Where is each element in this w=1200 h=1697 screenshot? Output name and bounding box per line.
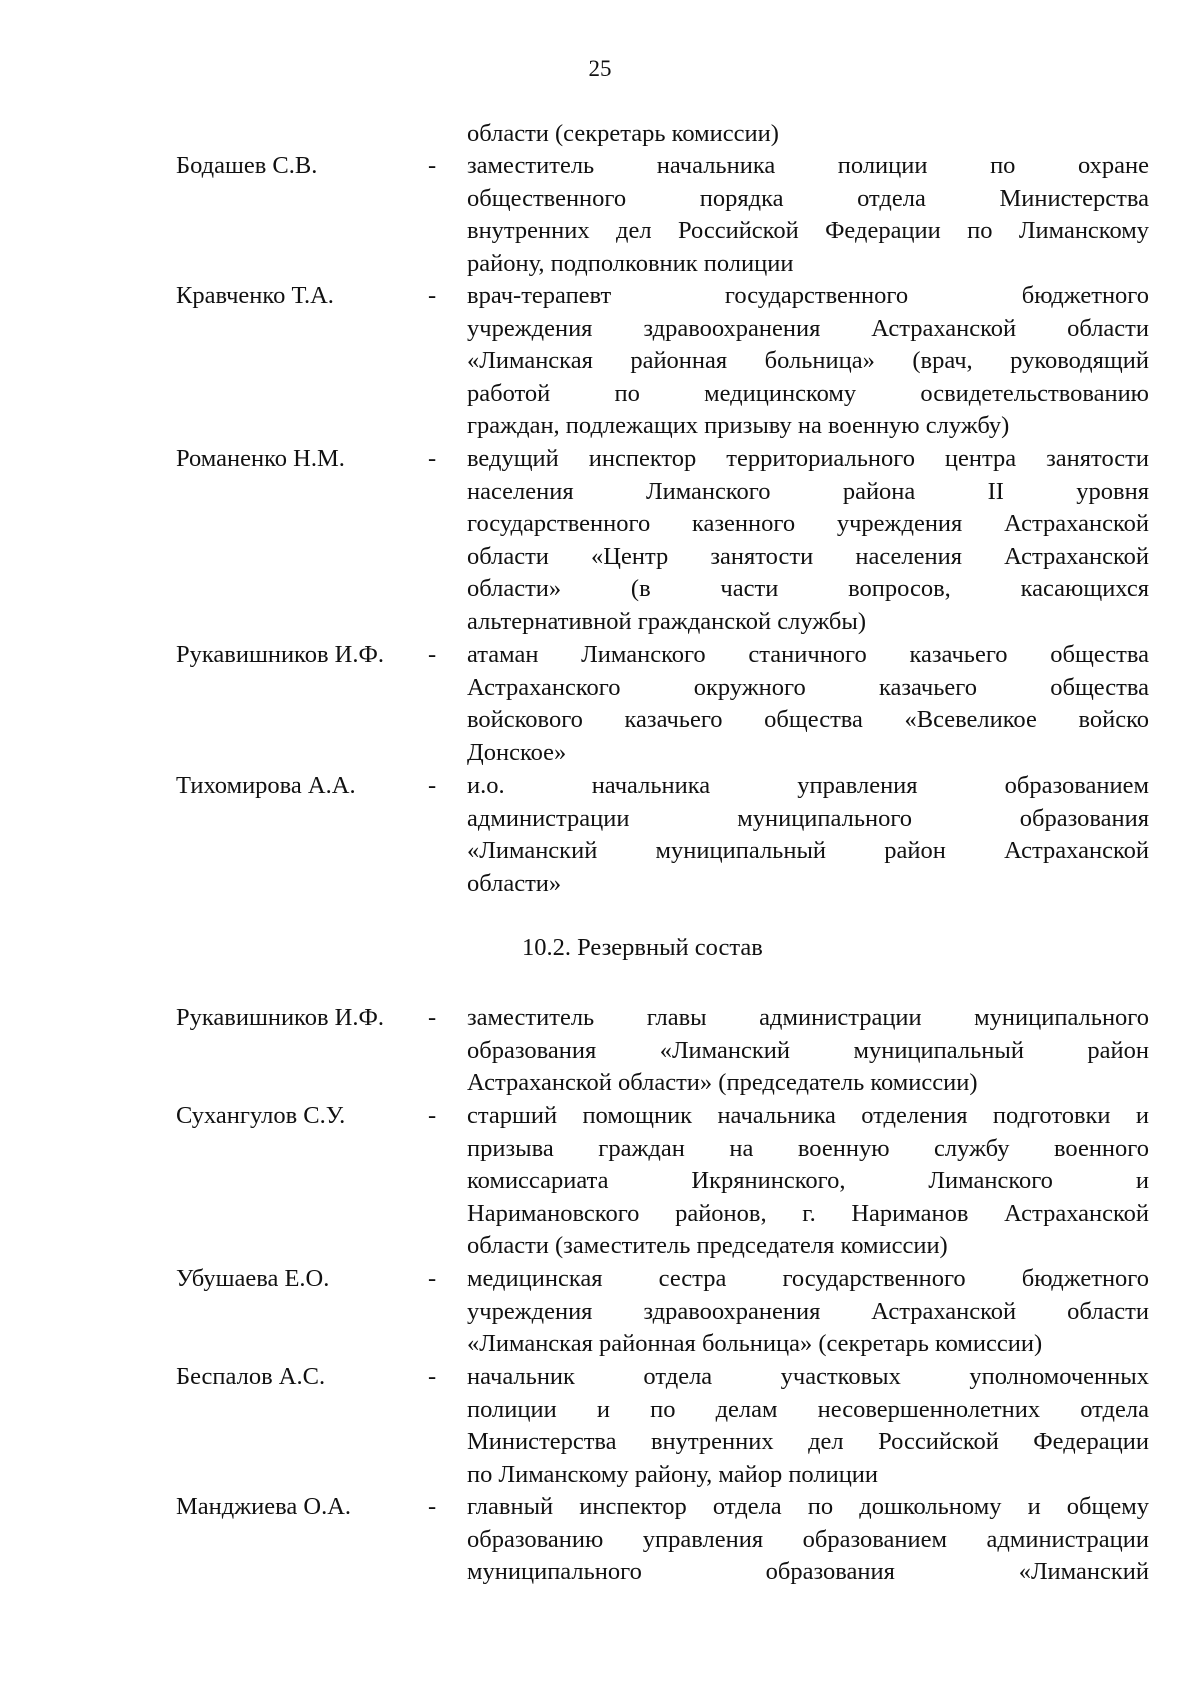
description-line: области» (в части вопросов, касающихся [467,575,1149,603]
description-line: Министерства внутренних дел Российской Федерации [467,1428,1149,1456]
description-line: общественного порядка отдела Министерства [467,184,1149,212]
description-line: «Лиманская районная больница» (врач, руководящий [467,347,1149,375]
description-line: начальник отдела участковых уполномоченных [467,1363,1149,1390]
description-line: заместитель главы администрации муниципального [467,1004,1149,1031]
dash: - [428,772,437,799]
description-line: «Лиманская районная больница» (секретарь комиссии) [467,1330,1043,1358]
member-name: Манджиева О.А. [176,1493,352,1520]
description-line: врач-терапевт государственного бюджетного [467,282,1149,309]
member-description [467,1263,1149,1361]
description-line: призыва граждан на военную службу военного [467,1134,1149,1162]
description-line: области (заместитель председателя комиссии) [467,1232,948,1260]
description-line: муниципального образования «Лиманский [467,1558,1149,1586]
section-title: 10.2. Резервный состав [522,934,763,961]
description-line: району, подполковник полиции [467,249,794,277]
dash: - [428,1265,437,1292]
description-line: Наримановского районов, г. Нариманов Астраханской [467,1199,1149,1227]
member-name: Сухангулов С.У. [176,1102,346,1129]
member-description [467,1002,1149,1100]
description-line: заместитель начальника полиции по охране [467,152,1149,179]
description-line: и.о. начальника управления образованием [467,772,1149,799]
description-line: учреждения здравоохранения Астраханской области [467,1297,1149,1325]
member-description [467,150,1149,280]
description-line: образования «Лиманский муниципальный район [467,1036,1149,1064]
dash: - [428,1004,437,1031]
dash: - [428,152,437,179]
description-line: области» [467,869,562,897]
description-line: комиссариата Икрянинского, Лиманского и [467,1167,1149,1195]
member-description [467,770,1149,900]
dash: - [428,282,437,309]
description-line: учреждения здравоохранения Астраханской области [467,314,1149,342]
member-description [467,1491,1149,1589]
description-line: по Лиманскому району, майор полиции [467,1460,879,1488]
member-description [467,443,1149,639]
member-name: Беспалов А.С. [176,1363,326,1390]
member-name: Бодашев С.В. [176,152,318,179]
description-line: внутренних дел Российской Федерации по Лиманскому [467,217,1149,245]
member-name: Романенко Н.М. [176,445,345,472]
description-line: «Лиманский муниципальный район Астраханской [467,837,1149,865]
page-number: 25 [588,56,612,81]
description-line: образованию управления образованием администрации [467,1525,1149,1553]
member-description [467,639,1149,769]
description-line: ведущий инспектор территориального центра занятости [467,445,1149,472]
description-line: главный инспектор отдела по дошкольному и общему [467,1493,1149,1520]
member-name: Кравченко Т.А. [176,282,334,309]
description-line: граждан, подлежащих призыву на военную службу) [467,412,1010,440]
description-line: государственного казенного учреждения Астраханской [467,510,1149,538]
continuation-line: области (секретарь комиссии) [467,120,779,147]
dash: - [428,1102,437,1129]
description-line: альтернативной гражданской службы) [467,607,867,635]
description-line: Донское» [467,738,567,766]
description-line: Астраханской области» (председатель комиссии) [467,1069,978,1097]
member-description [467,1100,1149,1263]
dash: - [428,641,437,668]
description-line: медицинская сестра государственного бюджетного [467,1265,1149,1292]
description-line: Астраханского окружного казачьего общества [467,673,1149,701]
member-name: Тихомирова А.А. [176,772,356,799]
description-line: работой по медицинскому освидетельствованию [467,379,1149,407]
dash: - [428,445,437,472]
dash: - [428,1363,437,1390]
member-name: Рукавишников И.Ф. [176,1004,384,1031]
description-line: старший помощник начальника отделения подготовки и [467,1102,1149,1129]
member-description [467,1361,1149,1491]
description-line: населения Лиманского района II уровня [467,477,1149,505]
description-line: атаман Лиманского станичного казачьего общества [467,641,1149,668]
member-description [467,280,1149,443]
member-name: Рукавишников И.Ф. [176,641,384,668]
dash: - [428,1493,437,1520]
member-name: Убушаева Е.О. [176,1265,330,1292]
description-line: администрации муниципального образования [467,804,1149,832]
description-line: полиции и по делам несовершеннолетних отдела [467,1395,1149,1423]
description-line: области «Центр занятости населения Астраханской [467,542,1149,570]
description-line: войскового казачьего общества «Всевеликое войско [467,706,1149,734]
